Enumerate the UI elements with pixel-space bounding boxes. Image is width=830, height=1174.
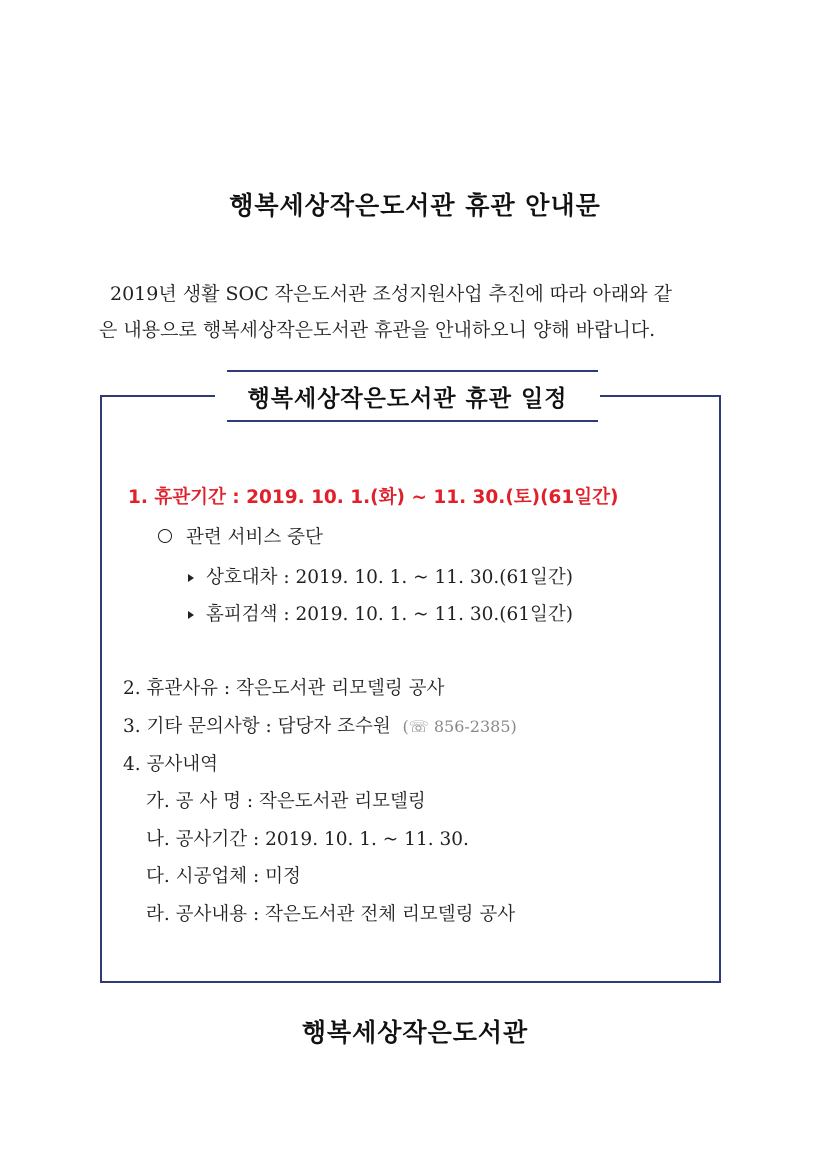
schedule-box-header	[215, 370, 600, 422]
intro-line-1: 2019년 생활 SOC 작은도서관 조성지원사업 추진에 따라 아래와 같	[110, 283, 672, 305]
service-item-text: 홈피검색 : 2019. 10. 1. ~ 11. 30.(61일간)	[206, 604, 573, 625]
construction-name: 가. 공 사 명 : 작은도서관 리모델링	[146, 791, 426, 812]
service-item-interlibrary-loan	[188, 563, 573, 589]
construction-contractor: 다. 시공업체 : 미정	[146, 866, 301, 887]
closure-period: 1. 휴관기간 : 2019. 10. 1.(화) ~ 11. 30.(토)(61일간)	[128, 487, 619, 508]
service-suspension-label: 관련 서비스 중단	[186, 527, 323, 548]
footer-signature: 행복세상작은도서관	[301, 1018, 529, 1047]
service-suspension-header	[158, 523, 323, 549]
service-item-homepage-search	[188, 600, 573, 626]
intro-paragraph	[99, 276, 739, 348]
phone-number: (☏ 856-2385)	[402, 717, 517, 736]
inquiry-contact: 3. 기타 문의사항 : 담당자 조수원	[123, 716, 391, 737]
circle-bullet-icon	[158, 529, 172, 543]
construction-content: 라. 공사내용 : 작은도서관 전체 리모델링 공사	[146, 904, 516, 925]
closure-reason: 2. 휴관사유 : 작은도서관 리모델링 공사	[123, 678, 445, 699]
document-title: 행복세상작은도서관 휴관 안내문	[229, 191, 601, 220]
construction-period: 나. 공사기간 : 2019. 10. 1. ~ 11. 30.	[146, 829, 469, 850]
triangle-bullet-icon	[188, 574, 194, 582]
schedule-box-title: 행복세상작은도서관 휴관 일정	[247, 385, 568, 412]
intro-line-2: 은 내용으로 행복세상작은도서관 휴관을 안내하오니 양해 바랍니다.	[99, 319, 656, 341]
other-inquiries	[123, 712, 517, 738]
construction-details-header: 4. 공사내역	[123, 754, 219, 775]
triangle-bullet-icon	[188, 611, 194, 619]
service-item-text: 상호대차 : 2019. 10. 1. ~ 11. 30.(61일간)	[206, 567, 573, 588]
